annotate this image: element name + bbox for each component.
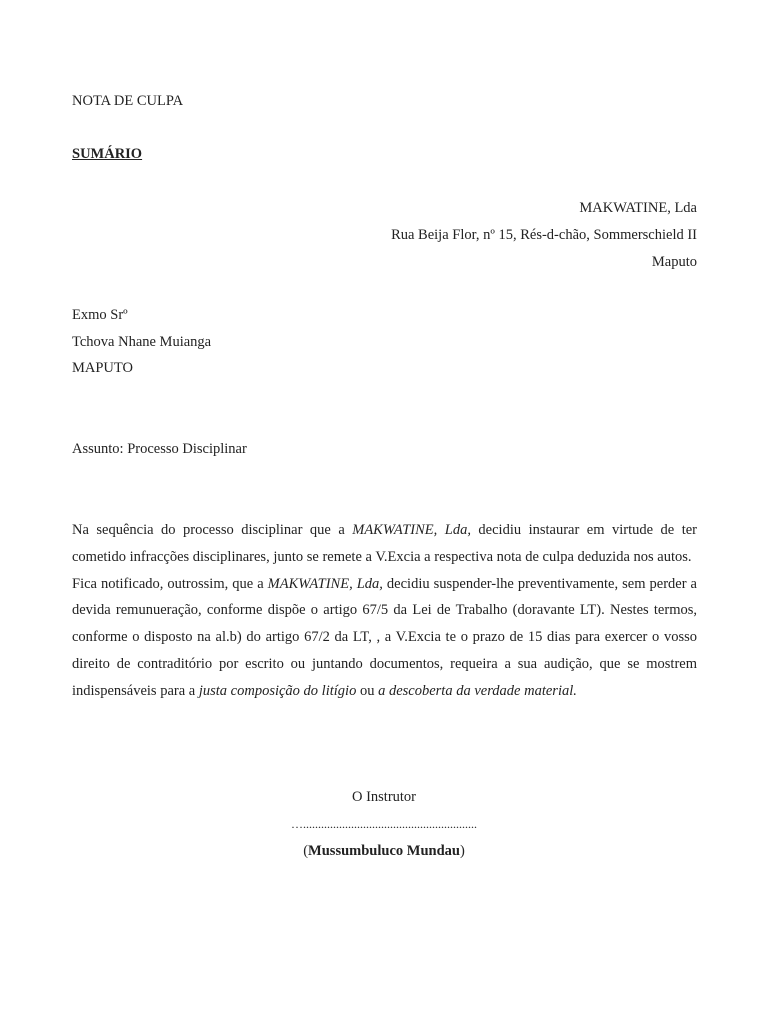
paragraph-2 <box>72 571 697 705</box>
paren-open: ( <box>303 843 309 859</box>
recipient-name: Tchova Nhane Muianga <box>72 334 212 350</box>
signature-name-line <box>0 842 768 860</box>
company-name-italic: MAKWATINE, Lda, <box>267 575 383 592</box>
sender-city: Maputo <box>651 254 697 270</box>
paragraph-2-part-1: Fica notificado, outrossim, que a <box>72 575 268 592</box>
paragraph-1-part-1: Na sequência do processo disciplinar que a <box>72 522 353 538</box>
recipient-salutation: Exmo Srº <box>72 307 128 323</box>
paren-close: ) <box>459 843 465 859</box>
signature-role: O Instrutor <box>351 789 417 805</box>
letter-body <box>72 517 697 705</box>
signature-dots: ….......................................................... <box>291 817 477 831</box>
signature-name: Mussumbuluco Mundau <box>308 843 460 859</box>
recipient-city: MAPUTO <box>72 360 133 376</box>
subject-line: Assunto: Processo Disciplinar <box>72 441 247 457</box>
sender-address: Rua Beija Flor, nº 15, Rés-d-chão, Sommerschield II <box>391 227 697 243</box>
paragraph-2-part-2: decidiu suspender-lhe preventivamente, sem perder a devida remunueração, conforme dispõe o artigo 67/5 da Lei de Trabalho (doravante LT). Nestes termos, conforme o disposto na al.b) do artigo 67/2 da LT, , a V.Excia te o prazo de 15 dias para exercer o vosso direito de contraditório por escrito ou juntando documentos, requeira a sua audição, que se mostrem indispensáveis para a <box>72 575 697 699</box>
italic-phrase-2: a descoberta da verdade material. <box>378 682 577 699</box>
sender-company: MAKWATINE, Lda <box>579 200 697 216</box>
paragraph-1 <box>72 517 697 571</box>
paragraph-1-part-2: decidiu instaurar em virtude de ter cometido infracções disciplinares, junto se remete a V.Excia a respectiva nota de culpa deduzida nos autos. <box>72 522 697 565</box>
company-name-italic: MAKWATINE, Lda, <box>352 522 471 538</box>
italic-phrase-1: justa composição do litígio <box>198 682 357 699</box>
summary-heading: SUMÁRIO <box>72 146 143 162</box>
paragraph-2-part-3: ou <box>356 682 379 699</box>
document-title: NOTA DE CULPA <box>72 93 184 109</box>
